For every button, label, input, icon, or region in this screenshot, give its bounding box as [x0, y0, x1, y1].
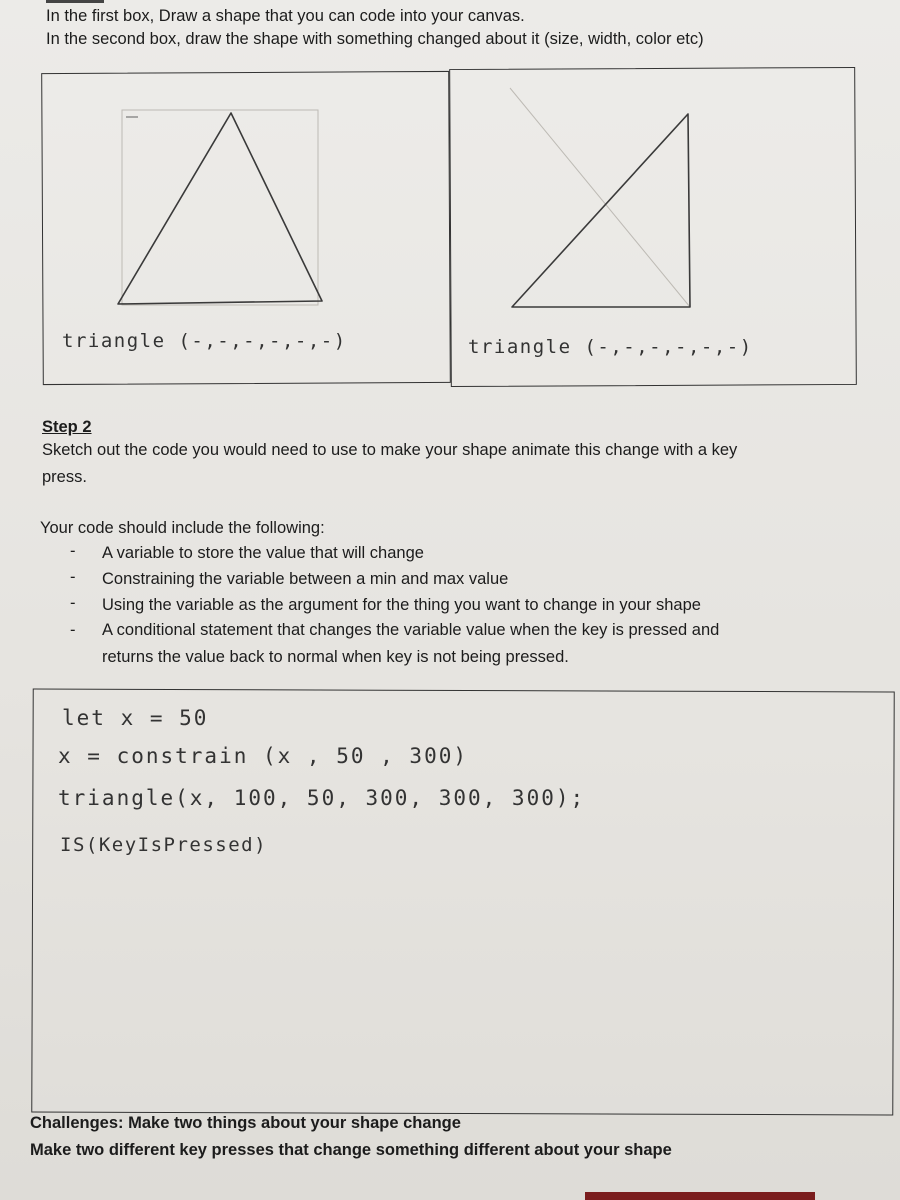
step2-description-2: press.	[42, 468, 87, 486]
requirement-item: Using the variable as the argument for the thing you want to change in your shape	[102, 596, 701, 614]
code-line-3: triangle(x, 100, 50, 300, 300, 300);	[58, 786, 586, 810]
challenges-line-2: Make two different key presses that change something different about your shape	[30, 1141, 672, 1159]
code-line-2: x = constrain (x , 50 , 300)	[58, 744, 469, 768]
instruction-line-2: In the second box, draw the shape with something changed about it (size, width, color etc)	[46, 30, 704, 48]
step2-description-1: Sketch out the code you would need to use to make your shape animate this change with a key	[42, 441, 738, 459]
requirements-intro: Your code should include the following:	[40, 519, 325, 537]
guide-rect-left	[122, 110, 318, 305]
bullet-marker: -	[70, 568, 76, 586]
left-triangle-label: triangle (-,-,-,-,-,-)	[62, 330, 347, 352]
bullet-marker: -	[70, 594, 76, 612]
triangle-original	[118, 113, 322, 304]
code-line-4: IS(KeyIsPressed)	[60, 834, 268, 856]
guide-line-right	[510, 88, 690, 307]
instruction-line-1: In the first box, Draw a shape that you can code into your canvas.	[46, 7, 525, 25]
requirement-item: Constraining the variable between a min and max value	[102, 570, 509, 588]
right-triangle-label: triangle (-,-,-,-,-,-)	[468, 336, 753, 358]
bullet-marker: -	[70, 542, 76, 560]
code-line-1: let x = 50	[62, 706, 209, 730]
triangle-sketches	[0, 0, 900, 420]
requirement-item: A variable to store the value that will change	[102, 544, 424, 562]
requirement-item-continued: returns the value back to normal when key is not being pressed.	[102, 648, 569, 666]
challenges-line-1: Challenges: Make two things about your shape change	[30, 1114, 461, 1132]
requirement-item: A conditional statement that changes the variable value when the key is pressed and	[102, 621, 720, 639]
triangle-changed	[512, 114, 690, 307]
red-object-edge	[585, 1192, 815, 1200]
bullet-marker: -	[70, 621, 76, 639]
step2-title: Step 2	[42, 418, 92, 436]
